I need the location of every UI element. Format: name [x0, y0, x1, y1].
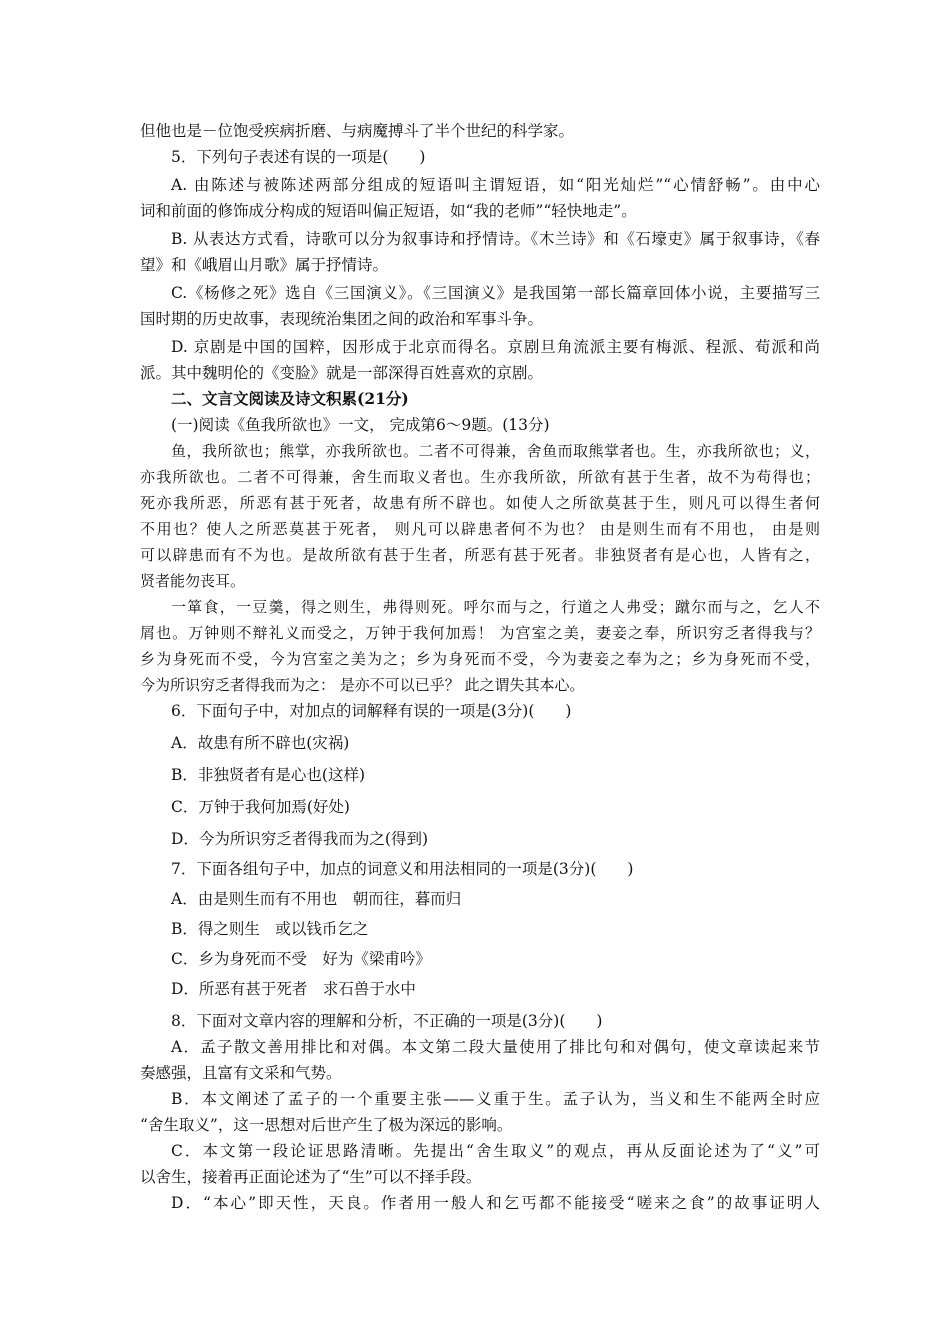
text-line: 奏感强，且富有文采和气势。 [140, 1064, 342, 1082]
option-8c: C．本文第一段论证思路清晰。先提出“舍生取义”的观点，再从反面论述为了“义”可 [171, 1142, 820, 1160]
text-line: 但他也是－位饱受疾病折磨、与病魔搏斗了半个世纪的科学家。 [140, 122, 575, 140]
passage-line: 死亦我所恶，所恶有甚于死者，故患有所不辟也。如使人之所欲莫甚于生，则凡可以得生者何 [140, 494, 820, 512]
option-8b: B．本文阐述了孟子的一个重要主张——义重于生。孟子认为，当义和生不能两全时应 [171, 1090, 820, 1108]
option-7d: D．所恶有甚于死者 求石兽于水中 [171, 980, 416, 998]
passage-line: 不用也？使人之所恶莫甚于死者， 则凡可以辟患者何不为也？ 由是则生而有不用也， 由是则 [140, 520, 820, 538]
option-7c: C．乡为身死而不受 好为《梁甫吟》 [171, 950, 431, 968]
option-6b: B．非独贤者有是心也(这样) [171, 766, 365, 784]
text-line: 派。其中魏明伦的《变脸》就是一部深得百姓喜欢的京剧。 [140, 364, 544, 382]
option-5b: B. 从表达方式看，诗歌可以分为叙事诗和抒情诗。《木兰诗》和《石壕吏》属于叙事诗，《春 [171, 230, 820, 248]
option-6a: A．故患有所不辟也(灾祸) [171, 734, 350, 752]
text-line: 以舍生，接着再正面论述为了“生”可以不择手段。 [140, 1168, 482, 1186]
option-6c: C．万钟于我何加焉(好处) [171, 798, 350, 816]
option-5a: A. 由陈述与被陈述两部分组成的短语叫主谓短语，如“阳光灿烂”“心情舒畅”。由中心 [171, 176, 820, 194]
passage-line: 乡为身死而不受，今为宫室之美为之；乡为身死而不受，今为妻妾之奉为之；乡为身死而不受， [140, 650, 820, 668]
option-7a: A．由是则生而有不用也 朝而往，暮而归 [171, 890, 462, 908]
question-5: 5．下列句子表述有误的一项是( ) [171, 148, 426, 166]
reading-instruction: (一)阅读《鱼我所欲也》一文， 完成第6～9题。(13分) [171, 416, 550, 434]
question-7: 7．下面各组句子中，加点的词意义和用法相同的一项是(3分)( ) [171, 860, 634, 878]
question-6: 6．下面句子中，对加点的词解释有误的一项是(3分)( ) [171, 702, 572, 720]
passage-line: 亦我所欲也。二者不可得兼，舍生而取义者也。生亦我所欲，所欲有甚于生者，故不为苟得也； [140, 468, 820, 486]
option-7b: B．得之则生 或以钱币乞之 [171, 920, 369, 938]
text-line: 望》和《峨眉山月歌》属于抒情诗。 [140, 256, 389, 274]
passage-line: 可以辟患而有不为也。是故所欲有甚于生者，所恶有甚于死者。非独贤者有是心也，人皆有之， [140, 546, 820, 564]
passage-line: 屑也。万钟则不辩礼义而受之，万钟于我何加焉！ 为宫室之美，妻妾之奉，所识穷乏者得我与？ [140, 624, 820, 642]
text-line: 国时期的历史故事，表现统治集团之间的政治和军事斗争。 [140, 310, 544, 328]
option-8a: A．孟子散文善用排比和对偶。本文第二段大量使用了排比句和对偶句，使文章读起来节 [171, 1038, 820, 1056]
passage-line: 鱼，我所欲也；熊掌，亦我所欲也。二者不可得兼，舍鱼而取熊掌者也。生，亦我所欲也；义， [171, 442, 820, 460]
option-5d: D. 京剧是中国的国粹，因形成于北京而得名。京剧旦角流派主要有梅派、程派、荀派和尚 [171, 338, 820, 356]
passage-line: 贤者能勿丧耳。 [140, 572, 246, 590]
question-8: 8．下面对文章内容的理解和分析，不正确的一项是(3分)( ) [171, 1012, 603, 1030]
option-8d: D．“本心”即天性，天良。作者用一般人和乞丐都不能接受“嗟来之食”的故事证明人 [171, 1194, 820, 1212]
passage-line: 今为所识穷乏者得我而为之： 是亦不可以已乎？ 此之谓失其本心。 [140, 676, 585, 694]
section-heading: 二、文言文阅读及诗文积累(21分) [171, 389, 409, 408]
option-5c: C.《杨修之死》选自《三国演义》。《三国演义》是我国第一部长篇章回体小说，主要描写三 [171, 284, 820, 302]
option-6d: D．今为所识穷乏者得我而为之(得到) [171, 830, 429, 848]
passage-line: 一箪食，一豆羹，得之则生，弗得则死。呼尔而与之，行道之人弗受；蹴尔而与之，乞人不 [171, 598, 820, 616]
text-line: “舍生取义”，这一思想对后世产生了极为深远的影响。 [140, 1116, 513, 1134]
text-line: 词和前面的修饰成分构成的短语叫偏正短语，如“我的老师”“轻快地走”。 [140, 202, 637, 220]
